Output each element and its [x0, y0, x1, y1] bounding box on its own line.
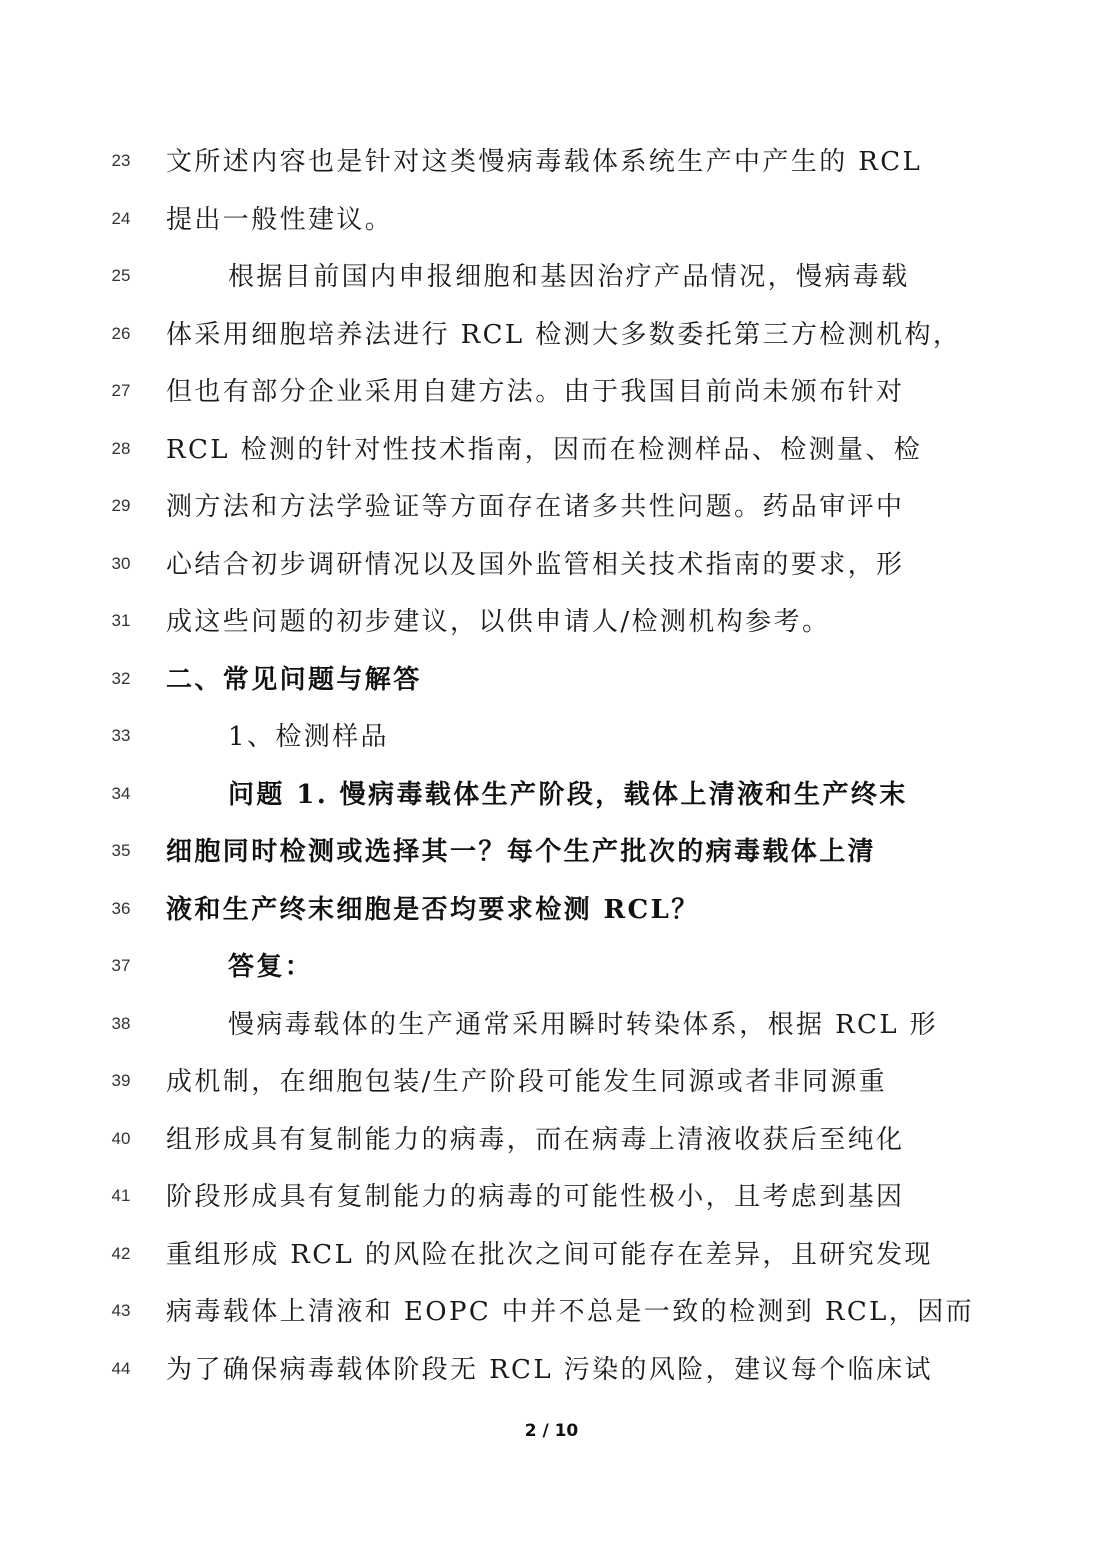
- line-text: 为了确保病毒载体阶段无 RCL 污染的风险，建议每个临床试: [166, 1354, 933, 1385]
- line-number: 32: [111, 668, 131, 688]
- document-line: [0, 1170, 1103, 1227]
- line-text: 根据目前国内申报细胞和基因治疗产品情况，慢病毒载: [228, 262, 910, 292]
- line-number: 31: [111, 611, 131, 630]
- document-line: [0, 250, 1103, 307]
- document-line: [0, 308, 1103, 365]
- document-line: [0, 193, 1103, 250]
- line-text: 答复：: [228, 952, 314, 982]
- section-heading: 二、常见问题与解答: [166, 664, 422, 695]
- line-number: 38: [111, 1013, 131, 1033]
- document-line: [0, 883, 1103, 940]
- line-number: 24: [111, 208, 131, 228]
- line-number: 28: [111, 438, 131, 458]
- document-line: [0, 538, 1103, 595]
- line-number: 34: [111, 783, 131, 803]
- document-line: [0, 998, 1103, 1055]
- line-number: 25: [111, 266, 131, 285]
- line-number: 26: [111, 323, 131, 343]
- document-line: [0, 1055, 1103, 1112]
- document-line: [0, 1113, 1103, 1170]
- document-line: [0, 480, 1103, 537]
- line-text: 心结合初步调研情况以及国外监管相关技术指南的要求，形: [166, 549, 905, 580]
- line-text: 组形成具有复制能力的病毒，而在病毒上清液收获后至纯化: [166, 1124, 905, 1155]
- line-text: 提出一般性建议。: [166, 204, 394, 235]
- line-text: 测方法和方法学验证等方面存在诸多共性问题。药品审评中: [166, 492, 905, 522]
- line-number: 35: [111, 841, 131, 860]
- line-text: 1、检测样品: [228, 722, 389, 752]
- line-number: 36: [111, 898, 131, 918]
- document-line: [0, 940, 1103, 997]
- document-line: [0, 710, 1103, 767]
- line-text: RCL 检测的针对性技术指南，因而在检测样品、检测量、检: [166, 434, 923, 465]
- line-text: 病毒载体上清液和 EOPC 中并不总是一致的检测到 RCL，因而: [166, 1297, 975, 1327]
- line-text: 成机制，在细胞包装/生产阶段可能发生同源或者非同源重: [166, 1067, 888, 1097]
- line-text: 文所述内容也是针对这类慢病毒载体系统生产中产生的 RCL: [166, 147, 923, 177]
- document-line: [0, 1285, 1103, 1342]
- line-text: 体采用细胞培养法进行 RCL 检测大多数委托第三方检测机构，: [166, 319, 962, 350]
- line-text: 阶段形成具有复制能力的病毒的可能性极小，且考虑到基因: [166, 1182, 905, 1212]
- line-number: 30: [111, 553, 131, 573]
- document-line: [0, 365, 1103, 422]
- line-number: 44: [111, 1358, 131, 1378]
- line-number: 37: [111, 956, 131, 975]
- line-number: 39: [111, 1071, 131, 1090]
- line-text: 但也有部分企业采用自建方法。由于我国目前尚未颁布针对: [166, 377, 905, 407]
- document-line: [0, 135, 1103, 192]
- line-text: 细胞同时检测或选择其一？每个生产批次的病毒载体上清: [166, 837, 877, 867]
- document-line: [0, 1343, 1103, 1400]
- line-number: 42: [111, 1243, 131, 1263]
- document-line: [0, 423, 1103, 480]
- line-number: 27: [111, 381, 131, 400]
- document-line: [0, 595, 1103, 652]
- line-number: 23: [111, 151, 131, 170]
- document-line: [0, 653, 1103, 710]
- page-number: 2 / 10: [524, 1421, 579, 1441]
- line-number: 33: [111, 726, 131, 745]
- line-number: 41: [111, 1186, 131, 1205]
- document-line: [0, 825, 1103, 882]
- line-text: 液和生产终末细胞是否均要求检测 RCL？: [166, 894, 700, 925]
- line-number: 43: [111, 1301, 131, 1320]
- line-number: 40: [111, 1128, 131, 1148]
- line-text: 成这些问题的初步建议，以供申请人/检测机构参考。: [166, 607, 831, 637]
- line-text: 问题 1. 慢病毒载体生产阶段，载体上清液和生产终末: [228, 779, 908, 810]
- line-number: 29: [111, 496, 131, 515]
- line-text: 重组形成 RCL 的风险在批次之间可能存在差异，且研究发现: [166, 1239, 933, 1270]
- document-line: [0, 768, 1103, 825]
- document-line: [0, 1228, 1103, 1285]
- line-text: 慢病毒载体的生产通常采用瞬时转染体系，根据 RCL 形: [228, 1009, 939, 1040]
